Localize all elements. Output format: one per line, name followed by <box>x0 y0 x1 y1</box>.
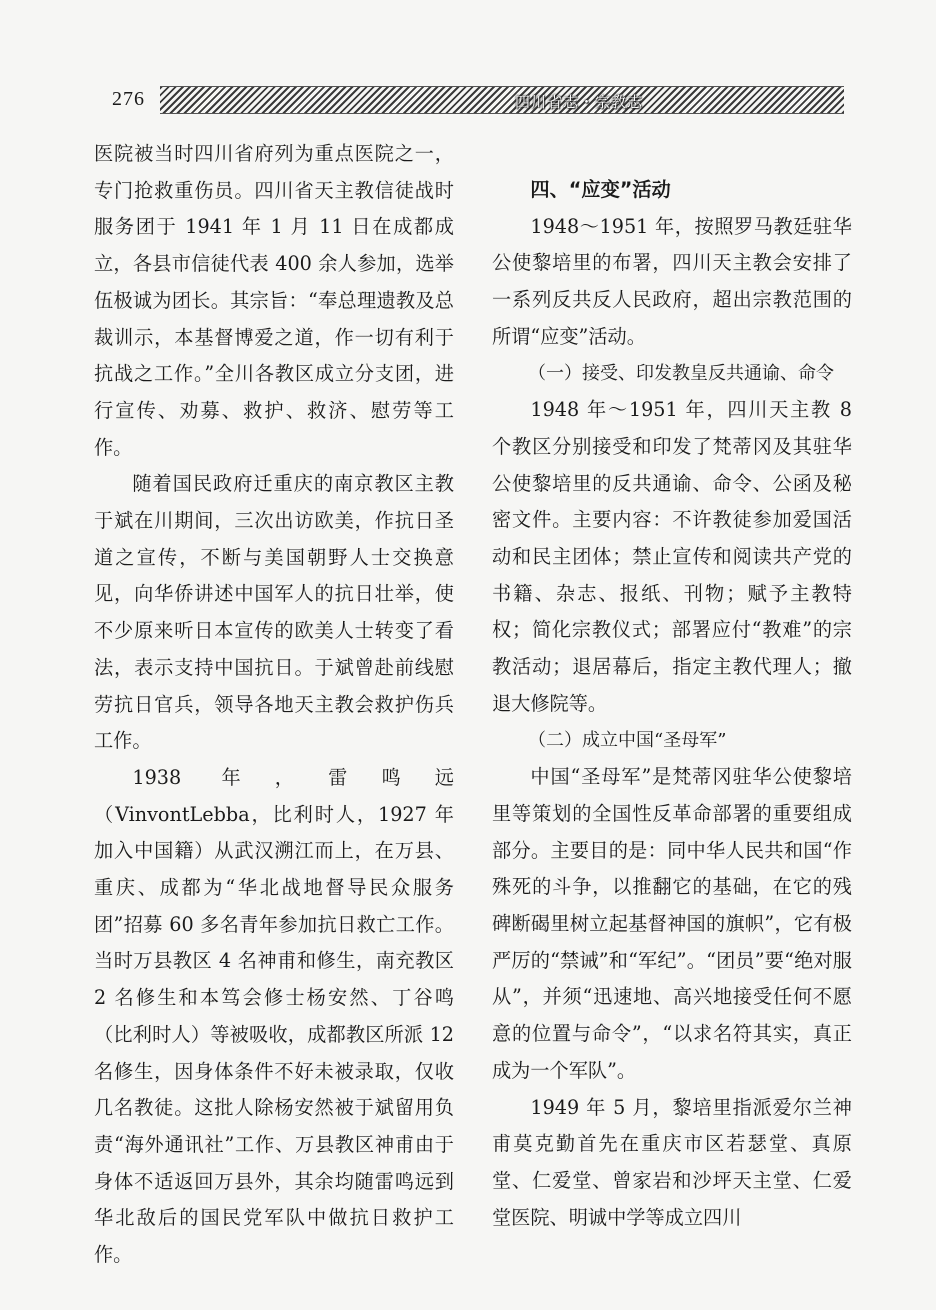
paragraph: 中国“圣母军”是梵蒂冈驻华公使黎培里等策划的全国性反革命部署的重要组成部分。主要目的是：同中华人民共和国“作殊死的斗争，以推翻它的基础，在它的残碑断碣里树立起基督神国的旗帜”，它有极严厉的“禁诫”和“军纪”。“团员”要“绝对服从”，并须“迅速地、高兴地接受任何不愿意的位置与命令”，“以求名符其实，真正成为一个军队”。 <box>492 765 852 1082</box>
running-title: 四川省志・宗教志 <box>515 93 644 111</box>
section-heading: 四、“应变”活动 <box>530 178 671 201</box>
paragraph: 随着国民政府迁重庆的南京教区主教于斌在川期间，三次出访欧美，作抗日圣道之宣传，不断与美国朝野人士交换意见，向华侨讲述中国军人的抗日壮举，使不少原来听日本宣传的欧美人士转变了看法，表示支持中国抗日。于斌曾赴前线慰劳抗日官兵，领导各地天主教会救护伤兵工作。 <box>94 472 454 753</box>
right-column <box>492 136 852 1236</box>
subsection-heading: （一）接受、印发教皇反共通谕、命令 <box>528 362 834 384</box>
paragraph: 1938 年，雷鸣远（VinvontLebba，比利时人，1927 年加入中国籍）从武汉溯江而上，在万县、重庆、成都为“华北战地督导民众服务团”招募 60 多名青年参加抗日救亡工作。当时万县教区 4 名神甫和修生，南充教区 2 名修生和本笃会修士杨安然、丁谷鸣（比利时人）等被吸收，成都教区所派 12 名修生，因身体条件不好未被录取，仅收几名教徒。这批人除杨安然被于斌留用负责“海外通讯社”工作、万县教区神甫由于身体不适返回万县外，其余均随雷鸣远到华北敌后的国民党军队中做抗日救护工作。 <box>94 765 454 1267</box>
header-hatched-band <box>160 86 844 114</box>
paragraph: 1949 年 5 月，黎培里指派爱尔兰神甫莫克勤首先在重庆市区若瑟堂、真原堂、仁爱堂、曾家岩和沙坪天主堂、仁爱堂医院、明诚中学等成立四川 <box>492 1095 852 1229</box>
left-column <box>94 136 454 1274</box>
paragraph: 1948～1951 年，按照罗马教廷驻华公使黎培里的布署，四川天主教会安排了一系列反共反人民政府，超出宗教范围的所谓“应变”活动。 <box>492 214 852 348</box>
page-number: 276 <box>112 88 145 110</box>
paragraph: 医院被当时四川省府列为重点医院之一，专门抢救重伤员。四川省天主教信徒战时服务团于 1941 年 1 月 11 日在成都成立，各县市信徒代表 400 余人参加，选举伍极诚为团长。其宗旨：“奉总理遗教及总裁训示，本基督博爱之道，作一切有利于抗战之工作。”全川各教区成立分支团，进行宣传、劝募、救护、救济、慰劳等工作。 <box>94 142 454 459</box>
paragraph: 1948 年～1951 年，四川天主教 8 个教区分别接受和印发了梵蒂冈及其驻华公使黎培里的反共通谕、命令、公函及秘密文件。主要内容：不许教徒参加爱国活动和民主团体；禁止宣传和阅读共产党的书籍、杂志、报纸、刊物；赋予主教特权；简化宗教仪式；部署应付“教难”的宗教活动；退居幕后，指定主教代理人；撤退大修院等。 <box>492 398 852 715</box>
subsection-heading: （二）成立中国“圣母军” <box>528 729 727 751</box>
page-header <box>98 86 846 114</box>
